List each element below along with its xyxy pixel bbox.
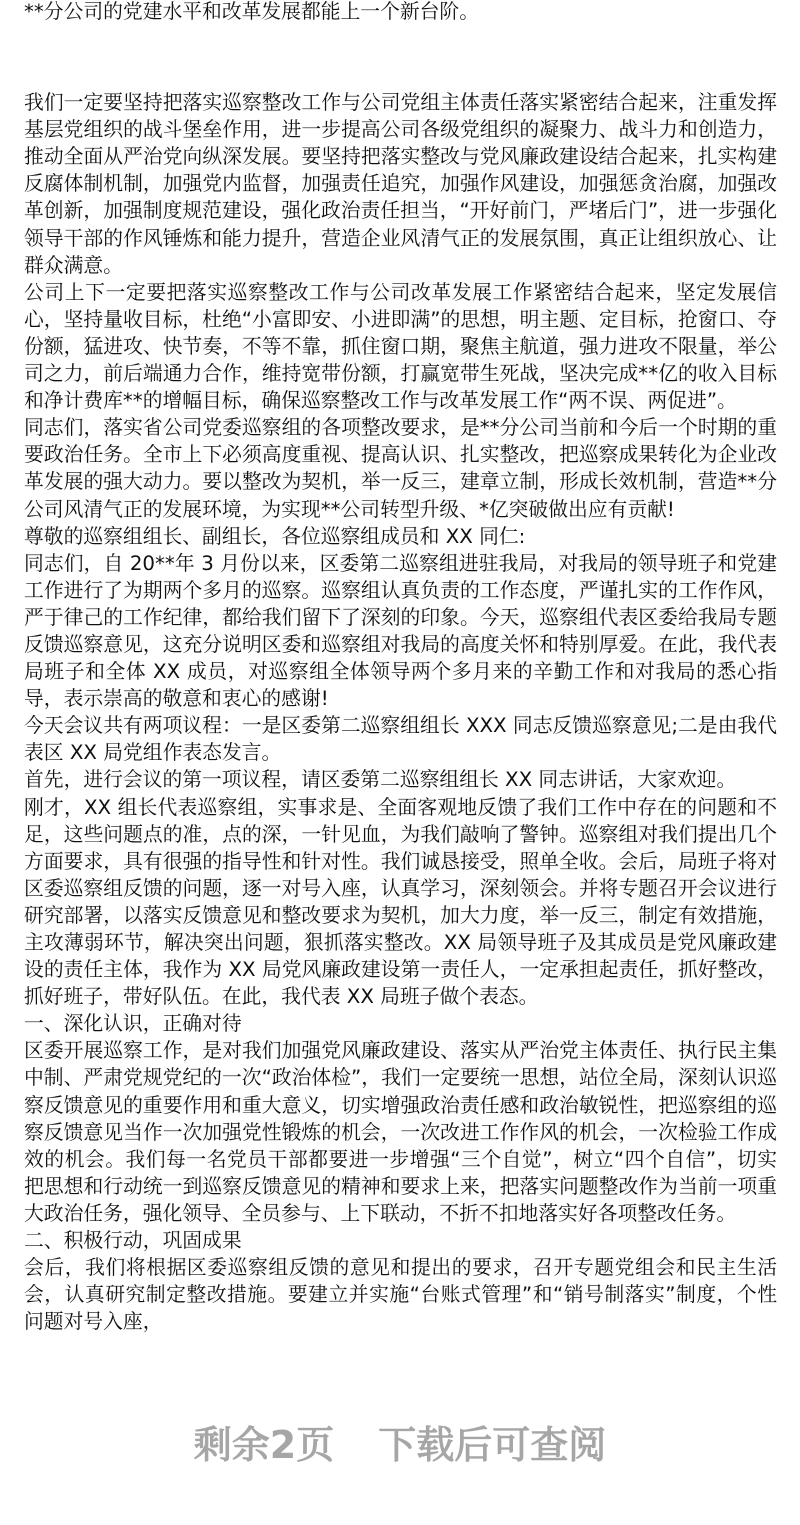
intro-tail: **分公司的党建水平和改革发展都能上一个新台阶。 xyxy=(24,0,479,23)
paragraph: 我们一定要坚持把落实巡察整改工作与公司党组主体责任落实紧密结合起来，注重发挥基层党组织的战斗堡垒作用，进一步提高公司各级党组织的凝聚力、战斗力和创造力，推动全面从严治党向纵深发展。要坚持把落实整改与党风廉政建设结合起来，扎实构建反腐体制机制，加强党内监督，加强责任追究，加强作风建设，加强惩贪治腐，加强改革创新，加强制度规范建设，强化政治责任担当，“开好前门，严堵后门”，进一步强化领导干部的作风锤炼和能力提升，营造企业风清气正的发展氛围，真正让组织放心、让群众满意。 xyxy=(24,91,777,277)
paragraph: 会后，我们将根据区委巡察组反馈的意见和提出的要求，召开专题党组会和民主生活会，认真研究制定整改措施。要建立并实施“台账式管理”和“销号制落实”制度，个性问题对号入座， xyxy=(24,1256,777,1334)
spacer xyxy=(24,25,777,89)
paragraph: 区委开展巡察工作，是对我们加强党风廉政建设、落实从严治党主体责任、执行民主集中制、严肃党规党纪的一次“政治体检”，我们一定要统一思想，站位全局，深刻认识巡察反馈意见的重要作用和重大意义，切实增强政治责任感和政治敏锐性，把巡察组的巡察反馈意见当作一次加强党性锻炼的机会，一次改进工作作风的机会，一次检验工作成效的机会。我们每一名党员干部都要进一步增强“三个自觉”，树立“四个自信”，切实把思想和行动统一到巡察反馈意见的精神和要求上来，把落实问题整改作为当前一项重大政治任务，强化领导、全员参与、上下联动，不折不扣地落实好各项整改任务。 xyxy=(24,1039,777,1225)
paragraph: 刚才，XX 组长代表巡察组，实事求是、全面客观地反馈了我们工作中存在的问题和不足，这些问题点的准，点的深，一针见血，为我们敲响了警钟。巡察组对我们提出几个方面要求，具有很强的指导性和针对性。我们诚恳接受，照单全收。会后，局班子将对区委巡察组反馈的问题，逐一对号入座，认真学习，深刻领会。并将专题召开会议进行研究部署，以落实反馈意见和整改要求为契机，加大力度，举一反三，制定有效措施，主攻薄弱环节，解决突出问题，狠抓落实整改。XX 局领导班子及其成员是党风廉政建设的责任主体，我作为 XX 局党风廉政建设第一责任人，一定承担起责任，抓好整改，抓好班子，带好队伍。在此，我代表 XX 局班子做个表态。 xyxy=(24,795,777,1009)
download-to-view-label[interactable]: 下载后可查阅 xyxy=(378,1423,607,1467)
paragraph: 公司上下一定要把落实巡察整改工作与公司改革发展工作紧密结合起来，坚定发展信心，坚持量收目标，杜绝“小富即安、小进即满”的思想，明主题、定目标，抢窗口、夺份额，猛进攻、快节奏，不等不靠，抓住窗口期，聚焦主航道，强力进攻不限量，举公司之力，前后端通力合作，维持宽带份额，打赢宽带生死战，坚决完成**亿的收入目标和净计费库**的增幅目标，确保巡察整改工作与改革发展工作“两不误、两促进”。 xyxy=(24,280,777,413)
section-heading: 一、深化认识，正确对待 xyxy=(24,1012,242,1036)
download-prompt[interactable] xyxy=(0,1418,800,1472)
paragraph: 同志们，落实省公司党委巡察组的各项整改要求，是**分公司当前和今后一个时期的重要政治任务。全市上下必须高度重视、提高认识、扎实整改，把巡察成果转化为企业改革发展的强大动力。要以整改为契机，举一反三，建章立制，形成长效机制，营造**分公司风清气正的发展环境，为实现**公司转型升级、*亿突破做出应有贡献! xyxy=(24,416,777,521)
paragraph: 同志们，自 20**年 3 月份以来，区委第二巡察组进驻我局，对我局的领导班子和党建工作进行了为期两个多月的巡察。巡察组认真负责的工作态度，严谨扎实的工作作风，严于律己的工作纪律，都给我们留下了深刻的印象。今天，巡察组代表区委给我局专题反馈巡察意见，这充分说明区委和巡察组对我局的高度关怀和特别厚爱。在此，我代表局班子和全体 XX 成员，对巡察组全体领导两个多月来的辛勤工作和对我局的悉心指导，表示崇高的敬意和衷心的感谢! xyxy=(24,551,777,711)
paragraph: 首先，进行会议的第一项议程，请区委第二巡察组组长 XX 同志讲话，大家欢迎。 xyxy=(24,768,737,792)
section-heading: 二、积极行动，巩固成果 xyxy=(24,1229,242,1253)
salutation: 尊敬的巡察组组长、副组长，各位巡察组成员和 XX 同仁: xyxy=(24,524,526,548)
remaining-pages-label: 剩余2页 xyxy=(193,1423,335,1467)
paragraph: 今天会议共有两项议程：一是区委第二巡察组组长 XXX 同志反馈巡察意见;二是由我代表区 XX 局党组作表态发言。 xyxy=(24,714,777,765)
document-body xyxy=(24,0,777,1335)
